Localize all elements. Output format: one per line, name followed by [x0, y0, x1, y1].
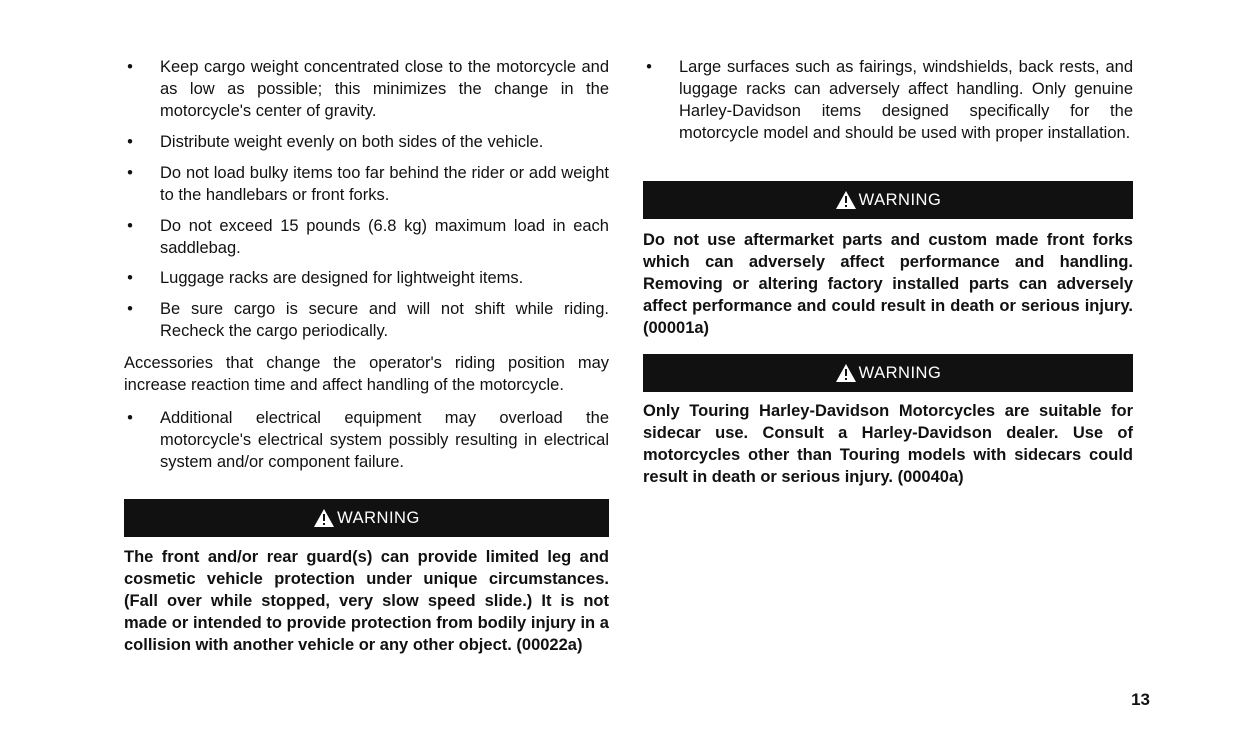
list-item-text: Distribute weight evenly on both sides of the vehicle. — [160, 133, 544, 151]
list-item-text: Do not load bulky items too far behind the rider or add weight to the handlebars or front forks. — [160, 164, 609, 204]
list-item-text: Luggage racks are designed for lightweight items. — [160, 269, 524, 287]
warning-header — [643, 354, 1133, 392]
list-item-text: Do not exceed 15 pounds (6.8 kg) maximum load in each saddlebag. — [160, 217, 609, 257]
bullet-icon: • — [127, 217, 133, 235]
list-item-text: Be sure cargo is secure and will not shift while riding. Recheck the cargo periodically. — [160, 300, 609, 340]
bullet-icon: • — [646, 58, 652, 76]
warning-triangle-icon — [313, 508, 335, 528]
body-paragraph: Accessories that change the operator's riding position may increase reaction time and affect handling of the motorcycle. — [124, 354, 609, 394]
list-item — [124, 131, 609, 153]
warning-header — [124, 499, 609, 537]
warning-label: WARNING — [858, 190, 942, 209]
warning-triangle-icon — [835, 190, 857, 210]
bullet-icon: • — [127, 269, 133, 287]
list-item — [124, 215, 609, 259]
bullet-icon: • — [127, 164, 133, 182]
warning-text: Only Touring Harley-Davidson Motorcycles are suitable for sidecar use. Consult a Harley-Davidson dealer. Use of motorcycles other than Touring models with sidecars could result in death or serious injury. (00040a) — [643, 402, 1133, 486]
list-item — [124, 162, 609, 206]
bullet-icon: • — [127, 300, 133, 318]
list-item-text: Keep cargo weight concentrated close to the motorcycle and as low as possible; this minimizes the change in the motorcycle's center of gravity. — [160, 58, 609, 120]
list-item-text: Large surfaces such as fairings, windshields, back rests, and luggage racks can adversely affect handling. Only genuine Harley-Davidson items designed specifically for the motorcycle model and should be used with proper installation. — [679, 58, 1133, 142]
list-item — [124, 56, 609, 122]
bullet-icon: • — [127, 58, 133, 76]
list-item-text: Additional electrical equipment may overload the motorcycle's electrical system possibly resulting in electrical system and/or component failure. — [160, 409, 609, 471]
warning-text: The front and/or rear guard(s) can provide limited leg and cosmetic vehicle protection under unique circumstances. (Fall over while stopped, very slow speed slide.) It is not made or intended to provide protection from bodily injury in a collision with another vehicle or any other object. (00022a) — [124, 548, 609, 654]
warning-label: WARNING — [337, 508, 420, 527]
warning-text: Do not use aftermarket parts and custom made front forks which can adversely affect performance and handling. Removing or altering factory installed parts can adversely affect performance and could result in death or serious injury. (00001a) — [643, 231, 1133, 337]
bullet-icon: • — [127, 409, 133, 427]
warning-label: WARNING — [858, 363, 942, 382]
list-item — [643, 56, 1133, 144]
bullet-icon: • — [127, 133, 133, 151]
warning-triangle-icon — [835, 363, 857, 383]
page-number: 13 — [1131, 690, 1150, 709]
list-item — [124, 298, 609, 342]
list-item — [124, 267, 609, 289]
warning-header — [643, 181, 1133, 219]
list-item — [124, 407, 609, 473]
